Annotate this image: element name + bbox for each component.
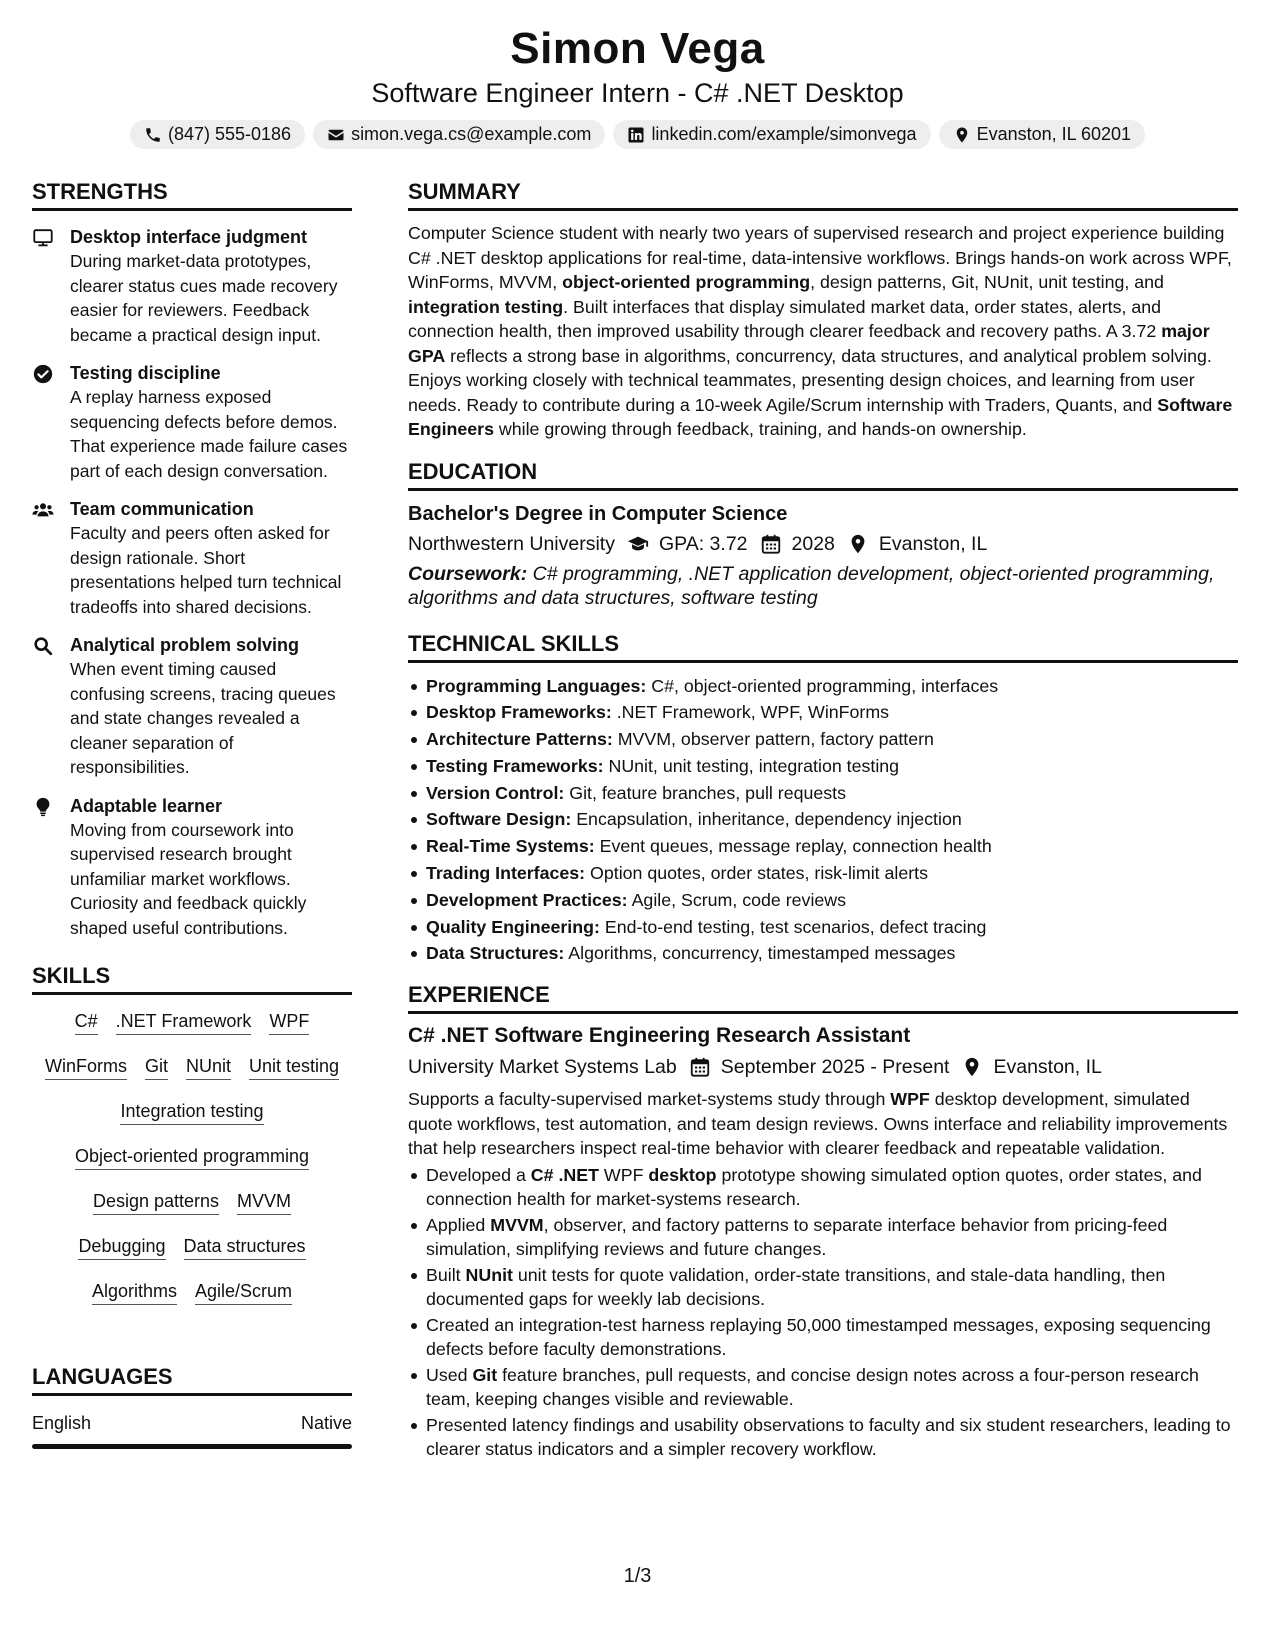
technical-skill-item	[408, 673, 1238, 700]
experience-bullets	[408, 1163, 1238, 1462]
skill-category: Development Practices:	[426, 889, 628, 910]
skill-category: Software Design:	[426, 809, 572, 830]
envelope-icon	[327, 126, 345, 144]
skill-tag: Git	[145, 1054, 168, 1080]
technical-skill-item	[408, 699, 1238, 726]
degree-title: Bachelor's Degree in Computer Science	[408, 502, 788, 525]
text-run: Used	[426, 1364, 473, 1385]
education-meta	[408, 530, 1238, 558]
skill-row	[36, 1144, 348, 1170]
text-run: unit tests for quote validation, order-state transitions, and stale-data handling, then documented gaps for weekly lab decisions.	[426, 1264, 1166, 1310]
strength-desc: When event timing caused confusing screens, tracing queues and state changes revealed a cleaner separation of responsibilities.	[70, 659, 336, 777]
skill-values: Algorithms, concurrency, timestamped messages	[564, 943, 956, 964]
skill-tag: Agile/Scrum	[195, 1279, 292, 1305]
emphasis-text: Software Engineers	[408, 394, 1233, 439]
emphasis-text: Git	[472, 1364, 498, 1385]
lightbulb-icon	[32, 796, 54, 818]
experience-intro	[408, 1087, 1238, 1161]
left-column	[32, 178, 352, 1449]
job-dates: September 2025 - Present	[720, 1056, 950, 1079]
strength-title: Team communication	[70, 499, 254, 519]
text-run: reflects a strong base in algorithms, concurrency, data structures, and analytical problem solving. Enjoys working closely with technical teammates, presenting design choices, and learning from user needs. Ready to contribute during a 10-week Agile/Scrum internship with Traders, Quants, and	[408, 345, 1212, 415]
strength-title: Adaptable learner	[70, 795, 223, 816]
experience-meta	[408, 1053, 1238, 1081]
strength-item	[32, 361, 352, 483]
experience-bullet	[408, 1263, 1238, 1312]
contact-text: Evanston, IL 60201	[976, 124, 1132, 144]
skill-tag: Object-oriented programming	[75, 1144, 309, 1170]
text-run: WPF	[598, 1164, 649, 1185]
skill-tag: WPF	[269, 1009, 309, 1035]
skill-tag: Data structures	[184, 1234, 306, 1260]
skill-category: Testing Frameworks:	[426, 755, 604, 776]
job-title: Software Engineer Intern - C# .NET Desktop	[371, 78, 904, 108]
experience-bullet	[408, 1413, 1238, 1462]
skill-values: Git, feature branches, pull requests	[564, 782, 846, 803]
technical-skill-item	[408, 940, 1238, 967]
linkedin-icon	[627, 126, 645, 144]
skill-category: Real-Time Systems:	[426, 836, 595, 857]
contact-email[interactable]	[313, 120, 605, 149]
skill-tag: C#	[75, 1009, 98, 1035]
technical-skill-item	[408, 887, 1238, 914]
technical-skill-item	[408, 914, 1238, 941]
calendar-icon	[689, 1056, 711, 1078]
emphasis-text: WPF	[890, 1089, 930, 1110]
emphasis-text: C# .NET	[530, 1164, 599, 1185]
technical-skills-list	[408, 673, 1238, 968]
strength-item	[32, 225, 352, 347]
coursework	[408, 562, 1238, 610]
language-row	[32, 1412, 352, 1434]
strength-item	[32, 794, 352, 941]
text-run: desktop development, simulated quote workflows, test automation, and team design reviews. Owns interface and reliability improvements that help researchers inspect real-time behavior with clearer feedback and repeatable validation.	[408, 1089, 1228, 1159]
strength-item	[32, 497, 352, 619]
text-run: Presented latency findings and usability observations to faculty and six student researchers, leading to clearer status indicators and a simpler recovery workflow.	[426, 1414, 1231, 1460]
text-run: while growing through feedback, training, and hands-on ownership.	[493, 419, 1027, 439]
experience-bullet	[408, 1213, 1238, 1262]
strength-desc: A replay harness exposed sequencing defects before demos. That experience made failure cases part of each design conversation.	[70, 387, 348, 481]
map-pin-icon	[961, 1056, 983, 1078]
skill-tag: .NET Framework	[116, 1009, 252, 1035]
skill-tag: Debugging	[78, 1234, 165, 1260]
skill-tag: Integration testing	[120, 1099, 263, 1125]
text-run: Built	[426, 1264, 466, 1285]
skill-tag: Algorithms	[92, 1279, 177, 1305]
skill-values: Encapsulation, inheritance, dependency injection	[571, 809, 962, 830]
job-location: Evanston, IL	[993, 1056, 1102, 1079]
skill-values: End-to-end testing, test scenarios, defect tracing	[599, 916, 987, 937]
text-run: Computer Science student with nearly two years of supervised research and project experience building C# .NET desktop applications for real-time, data-intensive workflows. Brings hands-on work across WPF, WinForms, MVVM,	[408, 223, 1232, 292]
technical-skill-item	[408, 753, 1238, 780]
skill-values: Event queues, message replay, connection health	[594, 836, 992, 857]
search-icon	[32, 635, 54, 657]
contact-text: linkedin.com/example/simonvega	[651, 124, 917, 144]
right-column	[408, 178, 1238, 1462]
skill-category: Desktop Frameworks:	[426, 702, 612, 723]
experience-bullet	[408, 1313, 1238, 1362]
technical-skill-item	[408, 806, 1238, 833]
skill-values: NUnit, unit testing, integration testing	[603, 755, 900, 776]
school-location: Evanston, IL	[878, 532, 988, 555]
map-pin-icon	[847, 533, 869, 555]
contact-phone[interactable]	[130, 120, 305, 149]
technical-skill-item	[408, 860, 1238, 887]
skill-tag: MVVM	[237, 1189, 291, 1215]
skill-category: Programming Languages:	[426, 675, 647, 696]
contact-location	[939, 120, 1145, 149]
text-run: Created an integration-test harness replaying 50,000 timestamped messages, exposing sequencing defects before faculty demonstrations.	[426, 1314, 1211, 1360]
users-icon	[32, 499, 54, 521]
experience-heading: EXPERIENCE	[408, 981, 1238, 1014]
skill-values: C#, object-oriented programming, interfaces	[646, 675, 999, 696]
skill-row	[36, 1009, 348, 1035]
graduation-year: 2028	[791, 532, 835, 555]
emphasis-text: desktop	[648, 1164, 717, 1185]
technical-skill-item	[408, 726, 1238, 753]
contact-text: (847) 555-0186	[167, 124, 292, 144]
strengths-heading: STRENGTHS	[32, 178, 352, 211]
school-name: Northwestern University	[408, 532, 615, 555]
phone-icon	[144, 126, 162, 144]
text-run: Developed a	[426, 1164, 531, 1185]
skill-category: Version Control:	[426, 782, 565, 803]
skill-category: Quality Engineering:	[426, 916, 600, 937]
skill-category: Data Structures:	[426, 943, 565, 964]
technical-skills-heading: TECHNICAL SKILLS	[408, 630, 1238, 663]
education-heading: EDUCATION	[408, 458, 1238, 491]
language-name: English	[32, 1413, 92, 1433]
graduation-cap-icon	[627, 533, 649, 555]
text-run: prototype showing simulated option quotes, order states, and connection health for market-systems research.	[426, 1164, 1202, 1210]
job-role: C# .NET Software Engineering Research Assistant	[408, 1024, 911, 1048]
summary-text	[408, 221, 1238, 442]
organization: University Market Systems Lab	[408, 1056, 677, 1079]
technical-skill-item	[408, 833, 1238, 860]
skill-tag: NUnit	[186, 1054, 231, 1080]
contact-linkedin[interactable]	[613, 120, 930, 149]
skill-values: .NET Framework, WPF, WinForms	[611, 702, 890, 723]
emphasis-text: integration testing	[408, 296, 564, 317]
skill-tag: Unit testing	[249, 1054, 339, 1080]
skill-tag: WinForms	[45, 1054, 127, 1080]
contact-text: simon.vega.cs@example.com	[351, 124, 592, 144]
skill-row	[36, 1054, 348, 1080]
skill-values: Agile, Scrum, code reviews	[627, 889, 847, 910]
skill-row	[36, 1234, 348, 1260]
text-run: feature branches, pull requests, and concise design notes across a four-person research team, keeping changes visible and reviewable.	[426, 1364, 1199, 1410]
emphasis-text: major GPA	[408, 321, 1210, 366]
strength-title: Desktop interface judgment	[70, 227, 308, 247]
experience-bullet	[408, 1363, 1238, 1412]
skill-row	[36, 1099, 348, 1125]
technical-skill-item	[408, 780, 1238, 807]
skill-values: Option quotes, order states, risk-limit alerts	[585, 863, 928, 884]
skills-heading: SKILLS	[32, 962, 352, 995]
gpa: GPA: 3.72	[658, 532, 748, 555]
contact-bar	[0, 120, 1275, 149]
language-level: Native	[300, 1413, 352, 1433]
language-proficiency-bar	[32, 1444, 352, 1449]
strength-desc: Faculty and peers often asked for design rationale. Short presentations helped turn technical tradeoffs into shared decisions.	[70, 523, 342, 617]
text-run: Supports a faculty-supervised market-systems study through	[408, 1089, 891, 1110]
skill-category: Architecture Patterns:	[426, 729, 613, 750]
strength-title: Testing discipline	[70, 363, 221, 383]
resume-header	[0, 22, 1275, 149]
text-run: Applied	[426, 1214, 491, 1235]
emphasis-text: object-oriented programming	[562, 272, 811, 292]
candidate-name: Simon Vega	[510, 24, 765, 73]
page-indicator: 1/3	[623, 1565, 652, 1587]
map-pin-icon	[953, 126, 971, 144]
strength-desc: During market-data prototypes, clearer status cues made recovery easier for reviewers. Feedback became a practical design input.	[70, 251, 338, 345]
calendar-icon	[760, 533, 782, 555]
skill-row	[36, 1279, 348, 1305]
coursework-list: C# programming, .NET application development, object-oriented programming, algorithms and data structures, software testing	[408, 562, 1215, 609]
emphasis-text: NUnit	[465, 1264, 513, 1285]
skill-values: MVVM, observer pattern, factory pattern	[612, 729, 934, 750]
text-run: , design patterns, Git, NUnit, unit testing, and	[810, 272, 1164, 292]
summary-heading: SUMMARY	[408, 178, 1238, 211]
emphasis-text: MVVM	[490, 1214, 544, 1235]
strength-title: Analytical problem solving	[70, 635, 300, 655]
languages-heading: LANGUAGES	[32, 1363, 352, 1396]
skill-category: Trading Interfaces:	[426, 863, 586, 884]
experience-bullet	[408, 1163, 1238, 1212]
check-circle-icon	[32, 363, 54, 385]
skill-tag: Design patterns	[93, 1189, 219, 1215]
skills-tag-cloud	[32, 1009, 352, 1305]
monitor-icon	[32, 227, 54, 249]
text-run: . Built interfaces that display simulated market data, order states, alerts, and connection health, then improved usability through clearer feedback and recovery paths. A 3.72	[408, 296, 1162, 341]
skill-row	[36, 1189, 348, 1215]
coursework-label: Coursework:	[408, 562, 528, 585]
strength-desc: Moving from coursework into supervised research brought unfamiliar market workflows. Curiosity and feedback quickly shaped useful contributions.	[70, 819, 307, 938]
strength-item	[32, 633, 352, 780]
text-run: , observer, and factory patterns to separate interface behavior from pricing-feed simulation, simplifying reviews and future changes.	[426, 1214, 1168, 1260]
